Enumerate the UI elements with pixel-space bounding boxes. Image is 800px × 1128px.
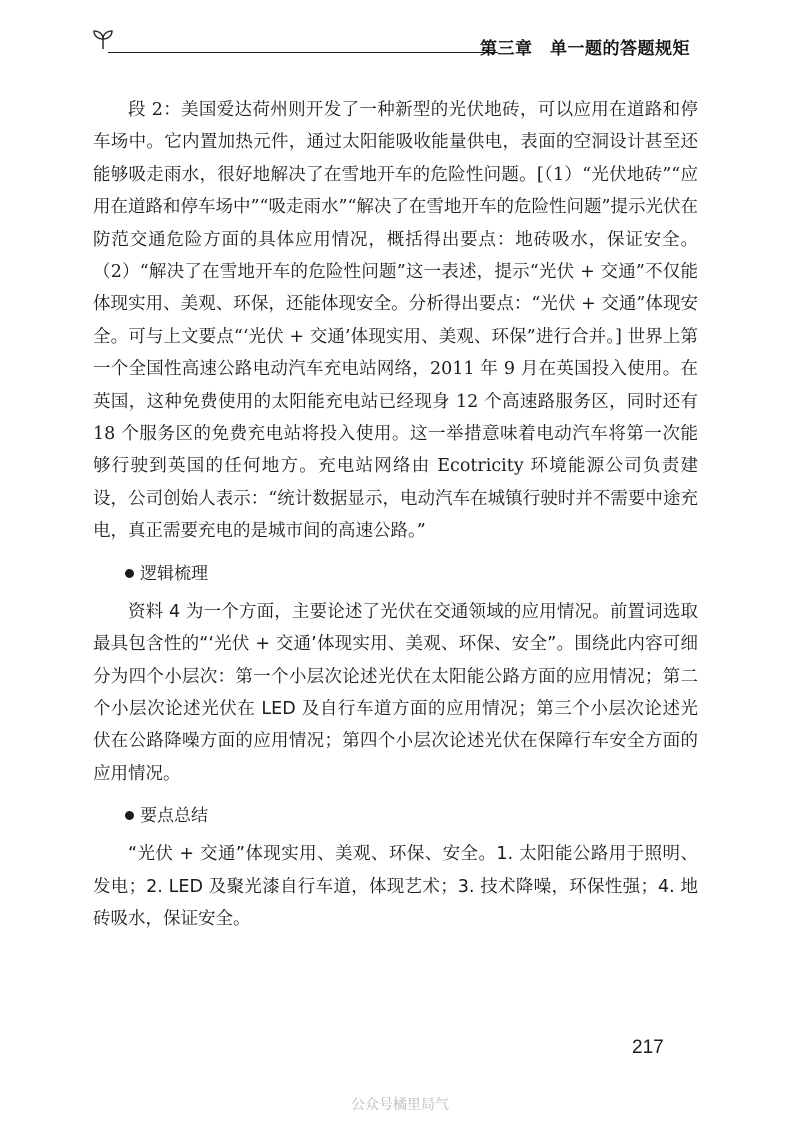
section-heading-label: 逻辑梳理 bbox=[140, 563, 208, 584]
watermark: 公众号橘里局气 bbox=[351, 1097, 449, 1113]
page-number: 217 bbox=[632, 1037, 664, 1058]
page-content bbox=[93, 94, 698, 935]
bullet-dot-icon bbox=[125, 569, 134, 578]
chapter-title: 第三章 单一题的答题规矩 bbox=[480, 39, 690, 59]
header-rule bbox=[108, 52, 498, 53]
body-paragraph-logic: 资料 4 为一个方面，主要论述了光伏在交通领域的应用情况。前置词选取最具包含性的“‘光伏 + 交通’体现实用、美观、环保、安全”。围绕此内容可细分为四个小层次：第一个小层次论述光伏在太阳能公路方面的应用情况；第二个小层次论述光伏在 LED 及自行车道方面的应用情况；第三个小层次论述光伏在公路降噪方面的应用情况；第四个小层次论述光伏在保障行车安全方面的应用情况。 bbox=[93, 601, 698, 784]
bullet-dot-icon bbox=[125, 811, 134, 820]
body-paragraph-segment-2: 段 2：美国爱达荷州则开发了一种新型的光伏地砖，可以应用在道路和停车场中。它内置加热元件，通过太阳能吸收能量供电，表面的空洞设计甚至还能够吸走雨水，很好地解决了在雪地开车的危险性问题。[（1）“光伏地砖”“应用在道路和停车场中”“吸走雨水”“解决了在雪地开车的危险性问题”提示光伏在防范交通危险方面的具体应用情况，概括得出要点：地砖吸水，保证安全。（2）“解决了在雪地开车的危险性问题”这一表述，提示“光伏 + 交通”不仅能体现实用、美观、环保，还能体现安全。分析得出要点：“光伏 + 交通”体现安全。可与上文要点“‘光伏 + 交通’体现实用、美观、环保”进行合并。] 世界上第一个全国性高速公路电动汽车充电站网络，2011 年 9 月在英国投入使用。在英国，这种免费使用的太阳能充电站已经现身 12 个高速路服务区，同时还有 18 个服务区的免费充电站将投入使用。这一举措意味着电动汽车将第一次能够行驶到英国的任何地方。充电站网络由 Ecotricity 环境能源公司负责建设，公司创始人表示：“统计数据显示，电动汽车在城镇行驶时并不需要中途充电，真正需要充电的是城市间的高速公路。” bbox=[93, 100, 698, 542]
body-paragraph-summary: “光伏 + 交通”体现实用、美观、环保、安全。1. 太阳能公路用于照明、发电；2. LED 及聚光漆自行车道，体现艺术；3. 技术降噪，环保性强；4. 地砖吸水，保证安全。 bbox=[93, 844, 698, 929]
section-heading-label: 要点总结 bbox=[140, 806, 208, 827]
section-heading-logic bbox=[93, 558, 698, 590]
sprout-icon bbox=[92, 28, 114, 50]
section-heading-summary bbox=[93, 800, 698, 832]
page-header bbox=[84, 22, 690, 62]
